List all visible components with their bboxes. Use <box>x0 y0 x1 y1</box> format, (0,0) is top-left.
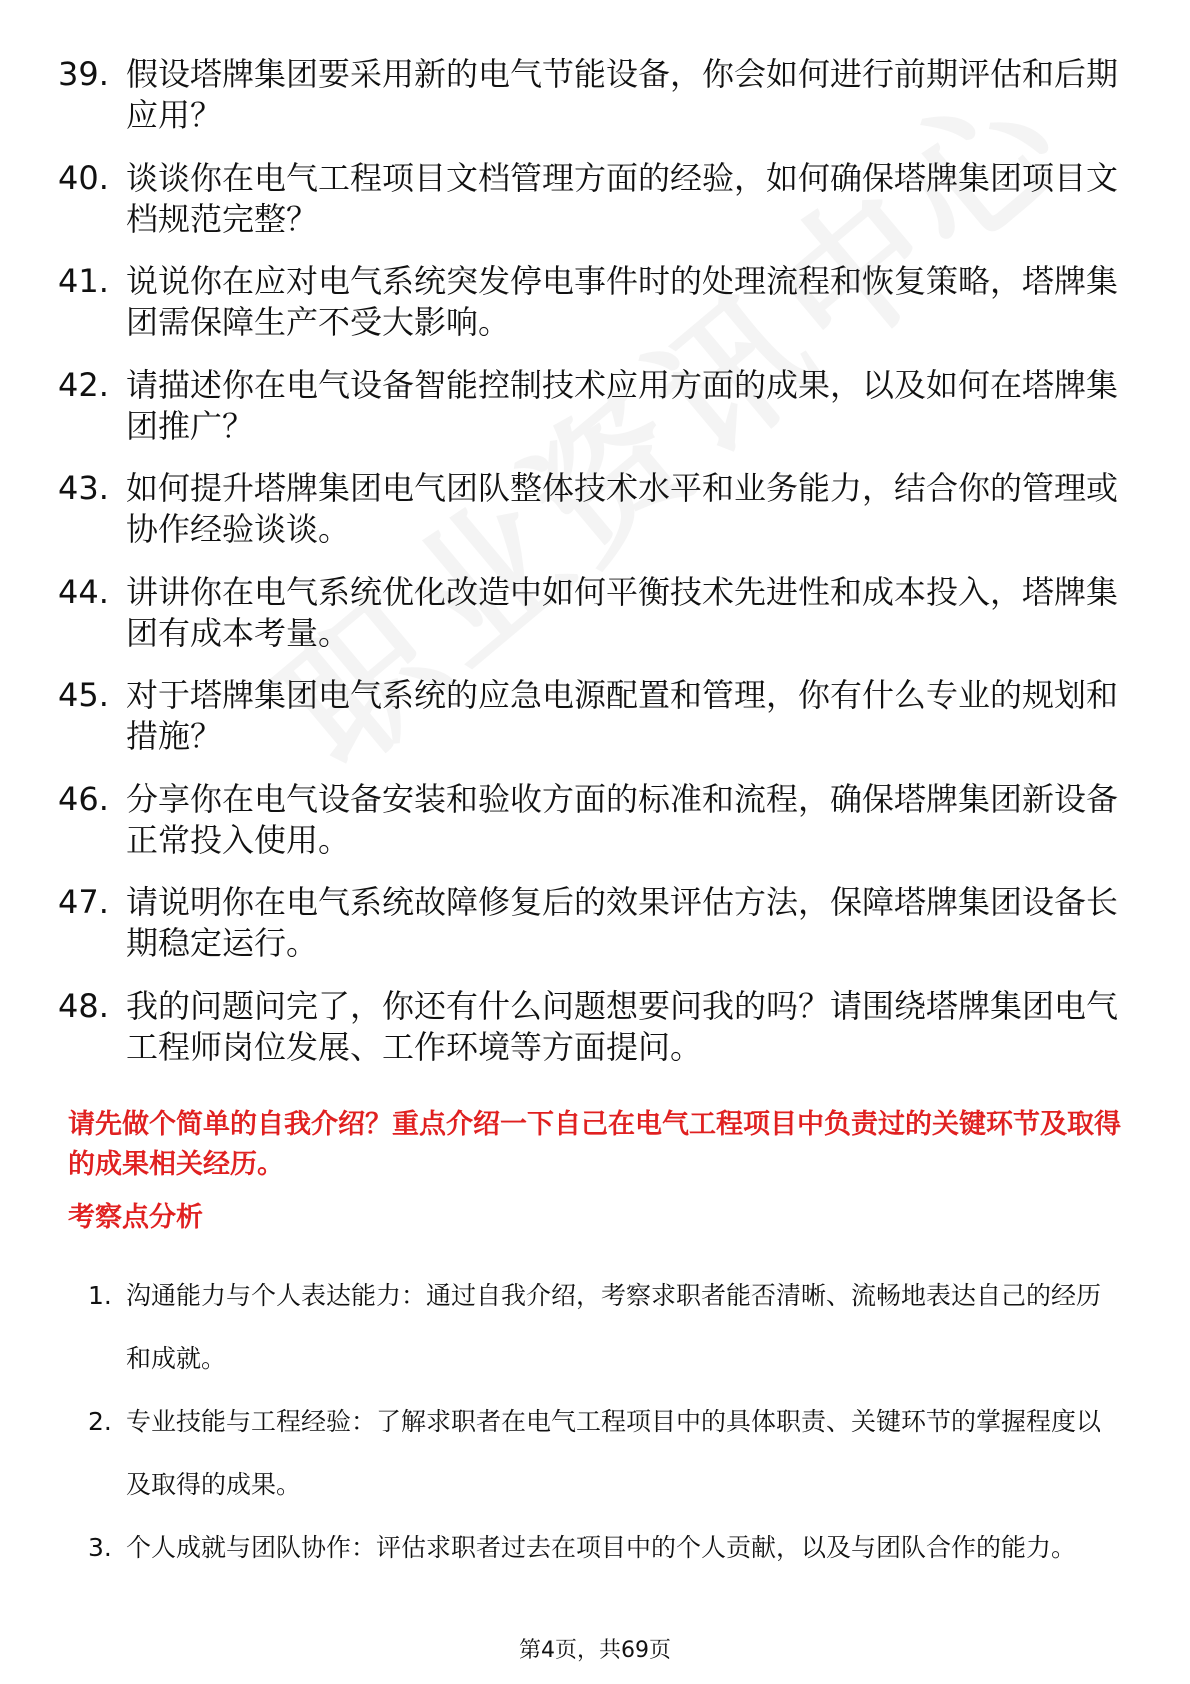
analysis-text: 沟通能力与个人表达能力：通过自我介绍，考察求职者能否清晰、流畅地表达自己的经历和成就。 <box>126 1281 1102 1373</box>
question-item <box>58 54 1118 136</box>
question-number: 44. <box>58 572 109 611</box>
question-item <box>58 882 1118 964</box>
question-text: 说说你在应对电气系统突发停电事件时的处理流程和恢复策略，塔牌集团需保障生产不受大影响。 <box>126 262 1119 341</box>
analysis-text: 专业技能与工程经验：了解求职者在电气工程项目中的具体职责、关键环节的掌握程度以及取得的成果。 <box>126 1407 1102 1499</box>
analysis-number: 3. <box>88 1533 112 1562</box>
question-item <box>58 365 1118 447</box>
analysis-text: 个人成就与团队协作：评估求职者过去在项目中的个人贡献，以及与团队合作的能力。 <box>126 1533 1077 1562</box>
analysis-item <box>88 1390 1118 1516</box>
section-heading: 请先做个简单的自我介绍？重点介绍一下自己在电气工程项目中负责过的关键环节及取得的成果相关经历。 <box>68 1109 1121 1180</box>
question-number: 41. <box>58 262 109 300</box>
question-item <box>58 986 1118 1068</box>
question-item <box>58 675 1118 757</box>
question-item <box>58 779 1118 861</box>
analysis-number: 1. <box>88 1281 112 1310</box>
question-number: 43. <box>58 469 109 507</box>
question-item <box>58 158 1118 240</box>
question-number: 48. <box>58 986 109 1025</box>
question-item <box>58 468 1118 550</box>
question-number: 47. <box>58 883 109 921</box>
question-number: 40. <box>58 158 109 197</box>
analysis-heading: 考察点分析 <box>68 1202 203 1233</box>
question-text: 我的问题问完了，你还有什么问题想要问我的吗？请围绕塔牌集团电气工程师岗位发展、工作环境等方面提问。 <box>126 986 1119 1066</box>
page-number-footer: 第4页，共69页 <box>519 1638 671 1663</box>
question-text: 对于塔牌集团电气系统的应急电源配置和管理，你有什么专业的规划和措施？ <box>126 676 1119 755</box>
question-text: 谈谈你在电气工程项目文档管理方面的经验，如何确保塔牌集团项目文档规范完整？ <box>126 158 1119 238</box>
analysis-item <box>88 1516 1118 1579</box>
question-text: 假设塔牌集团要采用新的电气节能设备，你会如何进行前期评估和后期应用？ <box>126 55 1119 134</box>
question-text: 请说明你在电气系统故障修复后的效果评估方法，保障塔牌集团设备长期稳定运行。 <box>126 883 1119 962</box>
question-number: 45. <box>58 676 109 714</box>
question-number: 46. <box>58 779 109 818</box>
question-text: 讲讲你在电气系统优化改造中如何平衡技术先进性和成本投入，塔牌集团有成本考量。 <box>126 572 1119 652</box>
question-text: 分享你在电气设备安装和验收方面的标准和流程，确保塔牌集团新设备正常投入使用。 <box>126 779 1119 859</box>
question-text: 请描述你在电气设备智能控制技术应用方面的成果，以及如何在塔牌集团推广？ <box>126 365 1119 445</box>
analysis-item <box>88 1264 1118 1390</box>
question-item <box>58 572 1118 654</box>
question-list <box>58 54 1118 1089</box>
question-text: 如何提升塔牌集团电气团队整体技术水平和业务能力，结合你的管理或协作经验谈谈。 <box>126 469 1119 548</box>
analysis-list <box>88 1264 1118 1579</box>
analysis-number: 2. <box>88 1407 112 1436</box>
question-number: 39. <box>58 55 109 93</box>
question-number: 42. <box>58 365 109 404</box>
question-item <box>58 261 1118 343</box>
